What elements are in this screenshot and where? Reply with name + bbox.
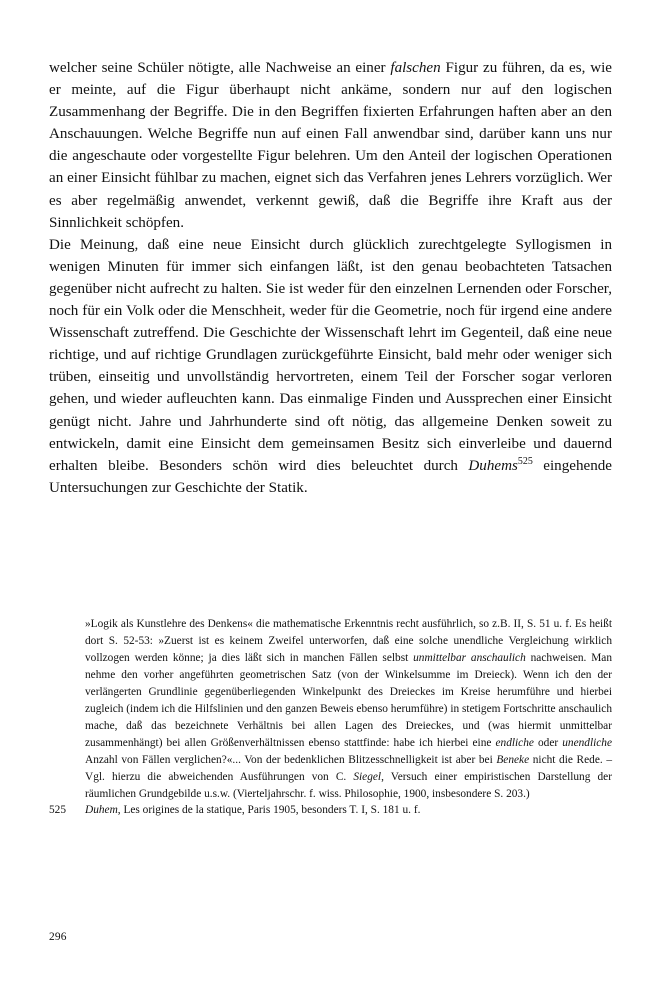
text-run: welcher seine Schüler nötigte, alle Nachweise an einer <box>49 60 391 76</box>
footnote-continuation <box>49 616 612 802</box>
footnote-text <box>85 802 612 819</box>
footnote-block <box>49 616 612 819</box>
footnote-text <box>85 616 612 802</box>
text-run: Die Meinung, daß eine neue Einsicht durch glücklich zurechtgelegte Syllogismen in wenigen Minuten für immer sich einfangen läßt, ist den genau beobachteten Tatsachen gegenüber nicht aufrecht zu halten. Sie ist weder für den einzelnen Lernenden oder Forscher, noch für ein Volk oder die Menschheit, weder für die Geometrie, noch für irgend eine andere Wissenschaft zutreffend. Die Geschichte der Wissenschaft lehrt im Gegenteil, daß eine neue richtige, und auf richtige Grundlagen zurückgeführte Einsicht, bald mehr oder weniger sich trüben, einseitig und unvollständig hervortreten, einem Teil der Forscher sogar verloren gehen, und wieder aufleuchten kann. Das einmalige Finden und Aussprechen einer Einsicht genügt nicht. Jahre und Jahrhunderte sind oft nötig, das allgemeine Denken soweit zu entwickeln, damit eine Einsicht dem gemeinsamen Besitz sich einverleibe und dauernd erhalten bleibe. Besonders schön wird dies beleuchtet durch <box>49 236 612 474</box>
italic-run: unendliche <box>562 736 612 749</box>
body-text-block <box>49 57 612 499</box>
text-run: nachweisen. Man nehme den vorher angeführten geometrischen Satz (von der Winkelsumme im Dreieck). Wenn ich den der verlängerten Grundlinie gegenüberliegenden Winkelpunkt des Dreieckes im Kreise herumführe und hierbei zugleich (indem ich die Hilfslinien und den ganzen Beweis ebenso herumführe) in stetigem Fortschritte anschaulich mache, daß das bezeichnete Verhältnis bei allen Lagen des Dreieckes, und (was hiermit unmittelbar zusammenhängt) bei allen Größenverhältnissen ebenso stattfinde: habe ich hierbei eine <box>85 651 613 749</box>
text-run: eingehende Untersuchungen zur Geschichte der Statik. <box>49 457 612 496</box>
page-number: 296 <box>49 931 67 943</box>
italic-run: Siegel <box>353 770 382 783</box>
footnote-entry <box>49 802 612 819</box>
footnote-reference-marker[interactable]: 525 <box>517 455 533 467</box>
text-run: nicht die Rede. – Vgl. hierzu die abweichenden Ausführungen von C. <box>85 753 612 783</box>
italic-run: Duhem <box>85 804 118 817</box>
text-run: Figur zu führen, da es, wie er meinte, auf die Figur überhaupt nicht ankäme, sondern nur auf den logischen Zusammenhang der Begriffe. Die in den Begriffen fixierten Erfahrungen haften aber an den Anschauungen. Welche Begriffe nun auf einen Fall anwendbar sind, darüber kann uns nur die angeschaute oder vorgestellte Figur belehren. Um den Anteil der logischen Operationen an einer Einsicht fühlbar zu machen, eignet sich das Verfahren jenes Lehrers vorzüglich. Wer es aber regelmäßig anwendet, verkennt gewiß, daß die Begriffe ihre Kraft aus der Sinnlichkeit schöpfen. <box>49 60 612 231</box>
italic-run: Beneke <box>496 753 530 766</box>
text-run: oder <box>533 736 563 749</box>
text-run: »Logik als Kunstlehre des Denkens« die mathematische Erkenntnis recht ausführlich, so z.B. II, S. 51 u. f. Es heißt dort S. 52-53: »Zuerst ist es keinem Zweifel unterworfen, daß eine solche unendliche Vergleichung wirklich vollzogen werden könne; ja dies läßt sich in manchen Fällen selbst <box>85 618 612 664</box>
italic-run: Duhems <box>468 457 518 474</box>
text-run: , Versuch einer empiristischen Darstellung der räumlichen Grundgebilde u.s.w. (Vierteljahrschr. f. wiss. Philosophie, 1900, insbesondere S. 203.) <box>85 770 612 800</box>
footnote-number[interactable]: 525 <box>49 804 67 817</box>
body-paragraph <box>49 234 612 499</box>
italic-run: endliche <box>495 736 534 749</box>
text-run: Anzahl von Fällen verglichen?«... Von der bedenklichen Blitzesschnelligkeit ist aber bei <box>85 753 497 766</box>
italic-run: unmittelbar anschaulich <box>413 651 526 664</box>
italic-run: falschen <box>390 60 441 76</box>
text-run: , Les origines de la statique, Paris 1905, besonders T. I, S. 181 u. f. <box>117 804 421 817</box>
body-paragraph <box>49 57 612 234</box>
